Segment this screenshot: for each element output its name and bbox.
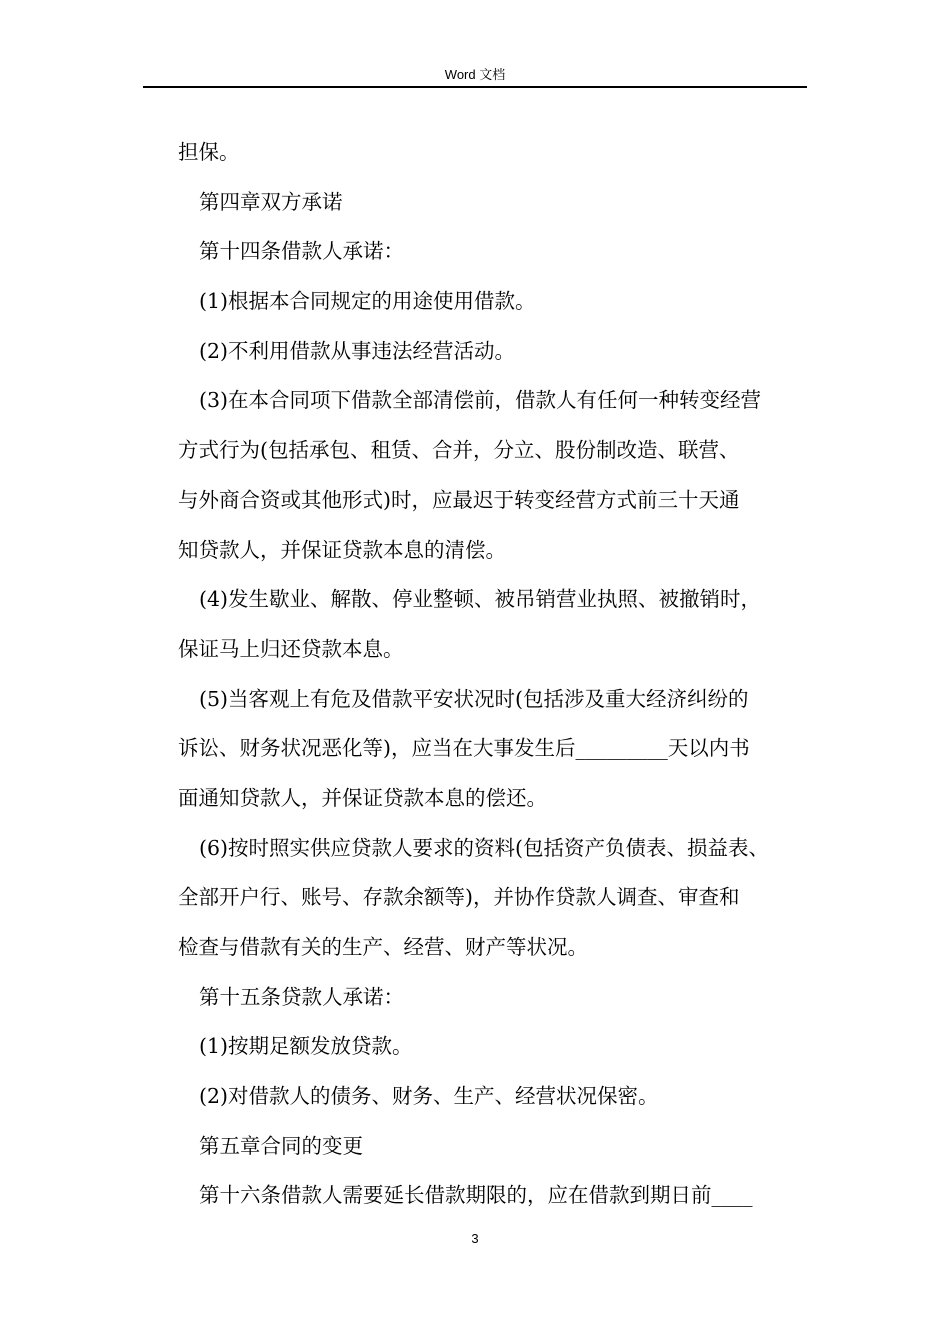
paragraph-line: 担保。 — [178, 140, 240, 164]
chapter-heading: 第四章双方承诺 — [199, 189, 343, 214]
chapter-heading: 第五章合同的变更 — [199, 1133, 363, 1158]
document-body — [178, 128, 808, 1221]
article-heading: 第十四条借款人承诺： — [199, 239, 404, 264]
paragraph-line: 保证马上归还贷款本息。 — [178, 636, 404, 661]
paragraph-line: 诉讼、财务状况恶化等)，应当在大事发生后_________天以内书 — [178, 736, 750, 761]
paragraph-line: 知贷款人，并保证贷款本息的清偿。 — [178, 537, 506, 562]
header-divider — [143, 86, 807, 88]
paragraph-line: (5)当客观上有危及借款平安状况时(包括涉及重大经济纠纷的 — [199, 686, 749, 711]
header-title: Word 文档 — [444, 67, 506, 82]
paragraph-line: 全部开户行、账号、存款余额等)，并协作贷款人调查、审查和 — [178, 885, 740, 910]
paragraph-line: (6)按时照实供应贷款人要求的资料(包括资产负债表、损益表、 — [199, 835, 770, 860]
page-number: 3 — [471, 1231, 479, 1246]
paragraph-line: 方式行为(包括承包、租赁、合并，分立、股份制改造、联营、 — [178, 438, 740, 463]
paragraph-line: 面通知贷款人，并保证贷款本息的偿还。 — [178, 785, 547, 810]
paragraph-line: (1)根据本合同规定的用途使用借款。 — [199, 289, 536, 314]
paragraph-line: (2)不利用借款从事违法经营活动。 — [199, 338, 516, 363]
paragraph-line: 与外商合资或其他形式)时，应最迟于转变经营方式前三十天通 — [178, 487, 740, 512]
article-heading: 第十五条贷款人承诺： — [199, 984, 404, 1009]
paragraph-line: (2)对借款人的债务、财务、生产、经营状况保密。 — [199, 1084, 659, 1109]
paragraph-line: (3)在本合同项下借款全部清偿前，借款人有任何一种转变经营 — [199, 388, 762, 413]
article-heading: 第十六条借款人需要延长借款期限的，应在借款到期日前____ — [199, 1183, 753, 1208]
paragraph-line: (1)按期足额发放贷款。 — [199, 1034, 413, 1059]
paragraph-line: 检查与借款有关的生产、经营、财产等状况。 — [178, 935, 588, 959]
paragraph-line: (4)发生歇业、解散、停业整顿、被吊销营业执照、被撤销时， — [199, 587, 762, 612]
